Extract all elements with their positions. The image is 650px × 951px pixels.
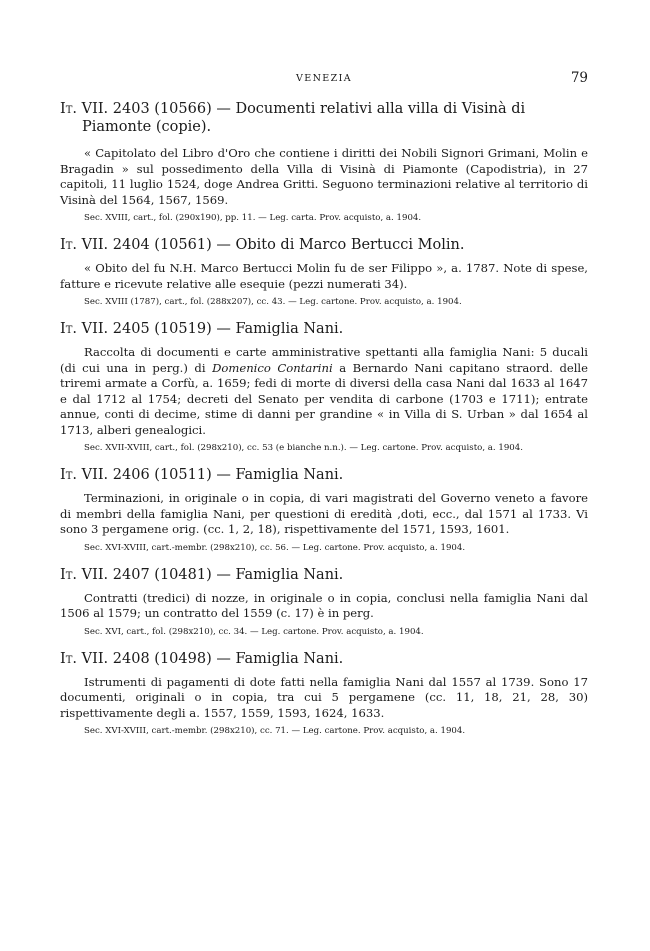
entry-title-continuation: Piamonte (copie). — [82, 119, 212, 135]
entry-description-part: Raccolta di documenti e carte amministrative spettanti alla famiglia Nani: 5 ducali (di cui una in perg.) di — [60, 345, 588, 375]
page-number: 79 — [570, 70, 588, 86]
shelfmark-prefix: It. — [60, 321, 78, 337]
entry-heading — [60, 236, 588, 254]
shelfmark-prefix: It. — [60, 650, 78, 667]
catalog-entry — [60, 236, 588, 308]
entry-heading — [60, 566, 588, 584]
person-name-italic: Domenico Contarini — [212, 360, 333, 375]
shelfmark-prefix: It. — [60, 237, 78, 253]
entry-title: VII. 2406 (10511) — Famiglia Nani. — [77, 467, 344, 483]
entry-description — [60, 345, 588, 438]
entry-title: VII. 2404 (10561) — Obito di Marco Bertucci Molin. — [77, 237, 465, 253]
entry-heading — [60, 100, 588, 136]
entry-heading — [60, 466, 588, 484]
catalog-entry — [60, 100, 588, 224]
entry-physical-description: Sec. XVI-XVIII, cart.-membr. (298x210), cc. 71. — Leg. cartone. Prov. acquisto, a. 1904. — [84, 726, 466, 736]
entry-description: Terminazioni, in originale o in copia, di vari magistrati del Governo veneto a favore di membri della famiglia Nani, per questioni di eredità ,doti, ecc., dal 1571 al 1733. Vi sono 3 pergamene orig. (cc. 1, 2, 18), rispettivamente del 1571, 1593, 1601. — [60, 491, 588, 536]
entry-heading — [60, 320, 588, 338]
shelfmark-prefix: It. — [60, 566, 78, 583]
entry-description: Contratti (tredici) di nozze, in originale o in copia, conclusi nella famiglia Nani dal 1506 al 1579; un contratto del 1559 (c. 17) è in perg. — [60, 590, 588, 620]
shelfmark-prefix: It. — [60, 101, 78, 117]
running-head-title: VENEZIA — [295, 73, 353, 84]
entry-physical-description: Sec. XVI, cart., fol. (298x210), cc. 34. — Leg. cartone. Prov. acquisto, a. 1904. — [84, 626, 424, 637]
catalog-entry — [60, 466, 588, 554]
entry-title: VII. 2408 (10498) — Famiglia Nani. — [77, 650, 344, 667]
entry-title: VII. 2403 (10566) — Documenti relativi alla villa di Visinà di — [77, 101, 526, 117]
entry-description: Istrumenti di pagamenti di dote fatti nella famiglia Nani dal 1557 al 1739. Sono 17 documenti, originali o in copia, tra cui 5 pergamene (cc. 11, 18, 21, 28, 30) rispettivamente degli a. 1557, 1559, 1593, 1624, 1633. — [60, 674, 588, 720]
entry-physical-description: Sec. XVIII, cart., fol. (290x190), pp. 11. — Leg. carta. Prov. acquisto, a. 1904. — [84, 213, 422, 223]
entry-description: « Capitolato del Libro d'Oro che contiene i diritti dei Nobili Signori Grimani, Molin e Bragadin » sul possedimento della Villa di Visinà di Piamonte (Capodistria), in 27 capitoli, 11 luglio 1524, doge Andrea Gritti. Seguono terminazioni relative al territorio di Visinà del 1564, 1567, 1569. — [60, 146, 588, 207]
entry-heading — [60, 650, 588, 668]
catalog-entry — [60, 320, 588, 454]
entry-physical-description: Sec. XVII-XVIII, cart., fol. (298x210), cc. 53 (e bianche n.n.). — Leg. cartone. Prov. acquisto, a. 1904. — [84, 443, 523, 453]
catalog-entry — [60, 566, 588, 638]
document-page — [60, 70, 588, 749]
entry-title: VII. 2407 (10481) — Famiglia Nani. — [77, 566, 344, 583]
running-head — [60, 70, 588, 90]
catalog-entry — [60, 650, 588, 738]
entry-description-part: a Bernardo Nani capitano straord. delle triremi armate a Corfù, a. 1659; fedi di morte di diversi della casa Nani dal 1633 al 1647 e dal 1712 al 1754; decreti del Senato per vendita di carbone (1703 e 1711); entrate annue, conti di decime, stime di danni per grandine « in Villa di S. Urban » dal 1654 al 1713, alberi genealogici. — [60, 360, 589, 437]
entry-physical-description: Sec. XVIII (1787), cart., fol. (288x207), cc. 43. — Leg. cartone. Prov. acquisto, a. 1904. — [84, 297, 462, 307]
shelfmark-prefix: It. — [60, 467, 78, 483]
entry-physical-description: Sec. XVI-XVIII, cart.-membr. (298x210), cc. 56. — Leg. cartone. Prov. acquisto, a. 1904. — [84, 542, 466, 553]
entry-description: « Obito del fu N.H. Marco Bertucci Molin fu de ser Filippo », a. 1787. Note di spese, fatture e ricevute relative alle esequie (pezzi numerati 34). — [60, 261, 588, 291]
entry-title: VII. 2405 (10519) — Famiglia Nani. — [77, 321, 344, 337]
